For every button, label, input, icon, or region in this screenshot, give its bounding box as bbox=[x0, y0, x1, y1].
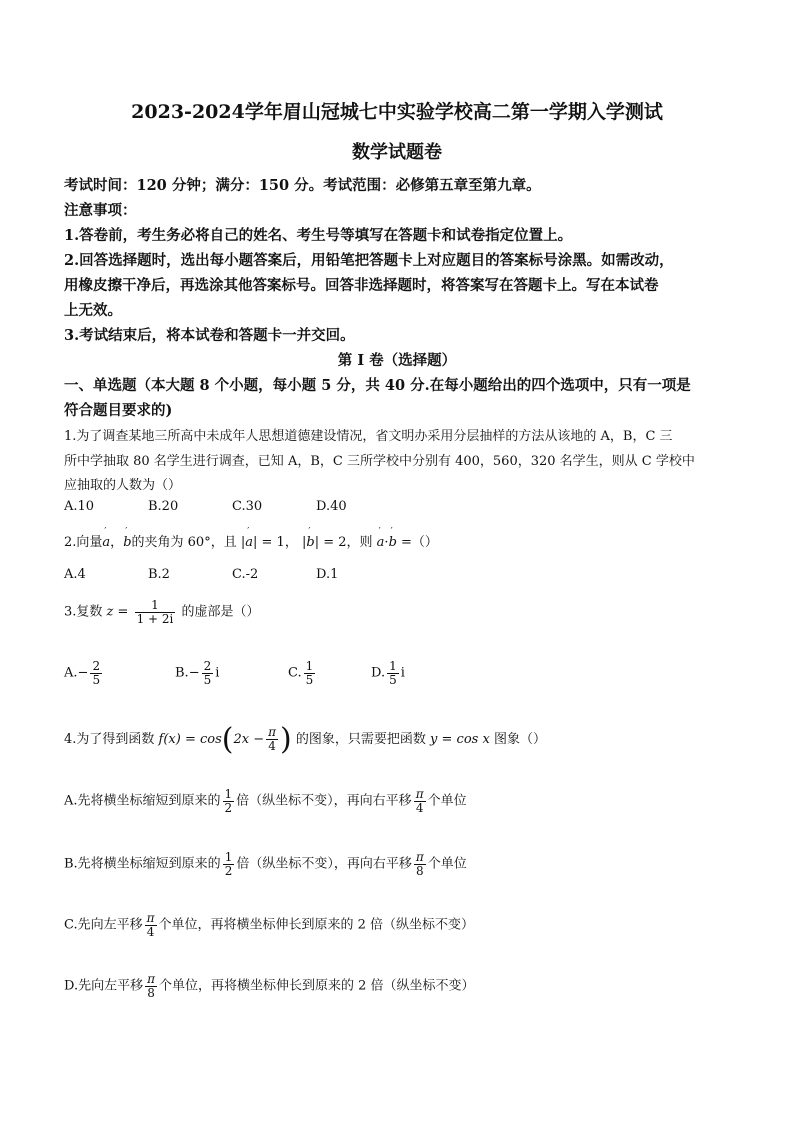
section-heading-cont: 符合题目要求的) bbox=[64, 402, 173, 419]
q4-prefix: 4.为了得到函数 bbox=[64, 732, 155, 747]
q3-numerator: 1 bbox=[135, 599, 176, 613]
q4-four: 4 bbox=[268, 739, 276, 753]
q2-prefix: 2.向量 bbox=[64, 535, 103, 550]
q4-c-pnum: π bbox=[146, 911, 155, 925]
q4-c-pre: C.先向左平移 bbox=[64, 917, 143, 933]
q3-fraction bbox=[135, 599, 176, 625]
section-heading: 一、单选题（本大题 8 个小题，每小题 5 分，共 40 分.在每小题给出的四个选项中，只有一项是 bbox=[64, 377, 691, 394]
q3-b-suffix: i bbox=[215, 665, 220, 681]
q2-mid: 的夹角为 60°，且 bbox=[131, 535, 237, 550]
q3-d-suffix: i bbox=[400, 665, 405, 681]
q4-b-frac bbox=[223, 851, 235, 877]
q4-b-num: 1 bbox=[224, 850, 233, 864]
q4-b-pre: B.先将横坐标缩短到原来的 bbox=[64, 856, 221, 872]
q2-option-b: B.2 bbox=[148, 567, 170, 582]
q4-pi: π bbox=[268, 725, 277, 740]
q3-a-num: 2 bbox=[92, 659, 101, 673]
q3-a-den: 5 bbox=[92, 672, 101, 687]
q2-option-a: A.4 bbox=[64, 567, 86, 582]
q4-a-num: 1 bbox=[224, 787, 233, 801]
dot-a: ′ a bbox=[377, 535, 385, 550]
q4-func2: y = cos x bbox=[430, 732, 490, 747]
q3-b-frac bbox=[202, 660, 214, 686]
q4-suffix: 图象（） bbox=[493, 732, 546, 747]
q4-inner: 2x − bbox=[233, 732, 265, 747]
q4-a-frac bbox=[223, 788, 235, 814]
q3-c-den: 5 bbox=[305, 672, 314, 687]
q4-d-end: 个单位，再将横坐标伸长到原来的 2 倍（纵坐标不变） bbox=[158, 978, 475, 994]
q4-b-den: 2 bbox=[224, 863, 233, 878]
q4-a-den: 2 bbox=[224, 800, 233, 815]
q4-d-pden: 8 bbox=[147, 985, 155, 1000]
abs-a-vector: ′ a bbox=[245, 535, 253, 550]
q3-b-den: 5 bbox=[203, 672, 212, 687]
vector-b: ′ b bbox=[123, 535, 131, 550]
q2-eq2: = 2，则 bbox=[323, 535, 373, 550]
notice-2-end: 上无效。 bbox=[64, 302, 122, 319]
q4-mid: 的图象，只需要把函数 bbox=[295, 732, 426, 747]
q4-c-pfrac bbox=[145, 912, 157, 938]
q4-fx: f(x) = cos bbox=[158, 732, 222, 747]
q1-line-2: 所中学抽取 80 名学生进行调查，已知 A，B，C 三所学校中分别有 400，560，320 名学生，则从 C 学校中 bbox=[64, 454, 695, 469]
q4-c-pden: 4 bbox=[146, 924, 155, 939]
q1-option-a: A.10 bbox=[64, 499, 95, 514]
q3-d-den: 5 bbox=[389, 672, 397, 687]
q4-b-pfrac bbox=[414, 851, 426, 877]
q3-a-label: A. bbox=[64, 665, 78, 681]
q4-b-mid: 倍（纵坐标不变），再向右平移 bbox=[236, 856, 412, 872]
exam-info: 考试时间：120 分钟；满分：150 分。考试范围：必修第五章至第九章。 bbox=[64, 177, 541, 194]
q1-option-b: B.20 bbox=[148, 499, 179, 514]
q4-a-mid: 倍（纵坐标不变），再向右平移 bbox=[236, 793, 412, 809]
q3-b-num: 2 bbox=[203, 659, 212, 673]
q4-d-pnum: π bbox=[147, 972, 155, 986]
q2-stem bbox=[64, 531, 734, 550]
q1-line-3: 应抽取的人数为（） bbox=[64, 478, 182, 493]
q4-b-pnum: π bbox=[415, 850, 424, 864]
vector-a: ′ a bbox=[102, 535, 110, 550]
q3-c-frac bbox=[304, 660, 316, 686]
notice-3: 3.考试结束后，将本试卷和答题卡一并交回。 bbox=[64, 327, 355, 344]
q3-option-c bbox=[288, 660, 317, 686]
q3-option-b bbox=[175, 660, 219, 686]
exam-subtitle: 数学试题卷 bbox=[352, 142, 442, 163]
q3-z: z = bbox=[106, 604, 129, 620]
abs-b-vector: ′ b bbox=[306, 535, 314, 550]
notice-2: 2.回答选择题时，选出每小题答案后，用铅笔把答题卡上对应题目的答案标号涂黑。如需改动， bbox=[64, 252, 674, 269]
q3-option-d bbox=[371, 660, 405, 686]
dot-b: ′ b bbox=[389, 535, 397, 550]
q3-b-sign: − bbox=[188, 665, 200, 681]
q4-option-d bbox=[64, 973, 734, 999]
left-paren: ( bbox=[221, 722, 234, 757]
q4-b-pden: 8 bbox=[415, 863, 424, 878]
q4-stem bbox=[64, 722, 734, 757]
dot-symbol: · bbox=[384, 535, 389, 550]
q4-d-pre: D.先向左平移 bbox=[64, 978, 144, 994]
q3-c-label: C. bbox=[288, 665, 302, 681]
notice-2-cont: 用橡皮擦干净后，再选涂其他答案标号。回答非选择题时，将答案写在答题卡上。写在本试卷 bbox=[64, 277, 659, 294]
q3-denominator: 1 + 2i bbox=[136, 611, 174, 626]
q3-prefix: 3.复数 bbox=[64, 604, 103, 620]
q3-suffix: 的虚部是（） bbox=[181, 604, 260, 620]
q3-d-label: D. bbox=[371, 665, 386, 681]
abs-b: |′ b| bbox=[302, 535, 319, 550]
abs-a: |′ a| bbox=[241, 535, 258, 550]
q2-comma: ， bbox=[110, 535, 124, 550]
q4-a-pre: A.先将横坐标缩短到原来的 bbox=[64, 793, 221, 809]
exam-title: 2023-2024学年眉山冠城七中实验学校高二第一学期入学测试 bbox=[131, 101, 663, 123]
part-title: 第 I 卷（选择题） bbox=[337, 352, 457, 369]
q3-option-a bbox=[64, 660, 104, 686]
q4-option-c bbox=[64, 912, 734, 938]
q2-end: =（） bbox=[401, 535, 438, 550]
q4-option-a bbox=[64, 788, 734, 814]
q2-option-c: C.-2 bbox=[232, 567, 259, 582]
q4-a-end: 个单位 bbox=[427, 793, 467, 809]
q2-eq1: = 1， bbox=[261, 535, 298, 550]
q3-stem bbox=[64, 599, 734, 625]
q4-d-pfrac bbox=[145, 973, 157, 999]
q2-option-d: D.1 bbox=[316, 567, 339, 582]
q3-a-frac bbox=[90, 660, 102, 686]
q3-a-sign: − bbox=[77, 665, 89, 681]
q3-d-frac bbox=[387, 660, 399, 686]
q4-pi-frac bbox=[266, 726, 278, 752]
q4-a-pnum: π bbox=[415, 787, 424, 801]
notice-heading: 注意事项： bbox=[64, 202, 137, 219]
q3-c-num: 1 bbox=[305, 659, 314, 673]
q1-line-1: 1.为了调查某地三所高中未成年人思想道德建设情况，省文明办采用分层抽样的方法从该地的 A，B，C 三 bbox=[64, 429, 673, 444]
notice-1: 1.答卷前，考生务必将自己的姓名、考生号等填写在答题卡和试卷指定位置上。 bbox=[64, 227, 573, 244]
right-paren: ) bbox=[280, 722, 292, 757]
q4-c-end: 个单位，再将横坐标伸长到原来的 2 倍（纵坐标不变） bbox=[158, 917, 475, 933]
q3-b-label: B. bbox=[175, 665, 189, 681]
q4-b-end: 个单位 bbox=[427, 856, 467, 872]
q1-option-d: D.40 bbox=[316, 499, 347, 514]
q4-option-b bbox=[64, 851, 734, 877]
q3-d-num: 1 bbox=[389, 659, 397, 673]
q4-a-pden: 4 bbox=[415, 800, 424, 815]
q1-option-c: C.30 bbox=[232, 499, 263, 514]
q4-a-pfrac bbox=[414, 788, 426, 814]
